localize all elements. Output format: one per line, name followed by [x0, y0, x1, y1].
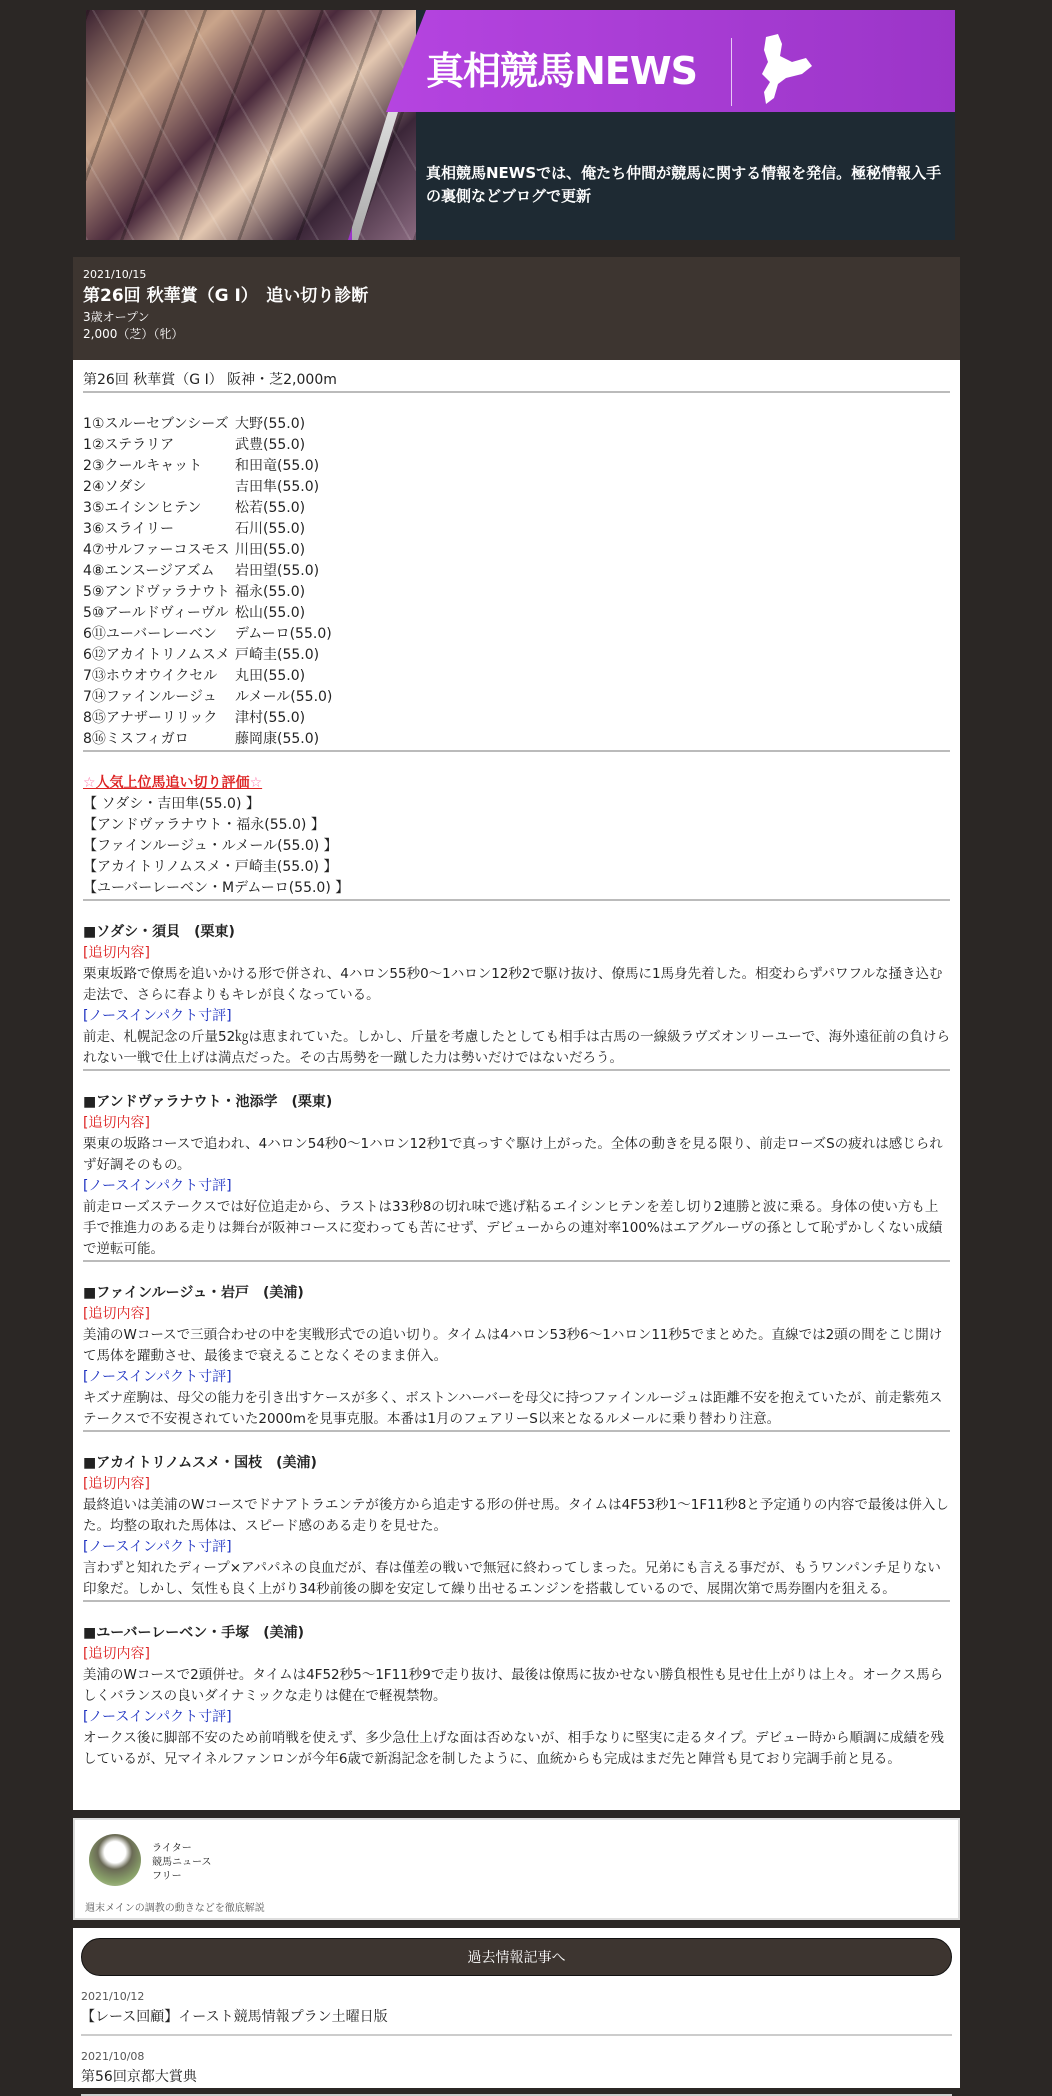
- article-body: [73, 360, 960, 1810]
- author-role: ライター: [152, 1843, 192, 1854]
- horse-name: 1①スルーセブンシーズ: [83, 416, 229, 432]
- entry-row: [83, 729, 950, 750]
- pick-item: 【アンドヴァラナウト・福永(55.0) 】: [83, 817, 325, 833]
- review-label: [ノースインパクト寸評]: [83, 1709, 232, 1725]
- jockey-weight: 吉田隼(55.0): [235, 479, 320, 495]
- horse-name: 5⑨アンドヴァラナウト: [83, 584, 230, 600]
- entry-row: [83, 645, 950, 666]
- horse-name: 8⑮アナザーリリック: [83, 710, 218, 726]
- article-title: 第26回 秋華賞（G I） 追い切り診断: [83, 286, 369, 306]
- entry-row: [83, 519, 950, 540]
- race-class: 3歳オープン: [83, 310, 150, 324]
- entry-row: [83, 561, 950, 582]
- horse-name: 1②ステラリア: [83, 437, 175, 453]
- horse-name: 4⑦サルファーコスモス: [83, 542, 230, 558]
- workout-label: [追切内容]: [83, 1306, 150, 1322]
- review-label: [ノースインパクト寸評]: [83, 1008, 232, 1024]
- site-banner[interactable]: [86, 10, 955, 240]
- horse-analysis: [83, 1071, 950, 1262]
- analysis-sections: [83, 901, 950, 1770]
- jockey-weight: 福永(55.0): [235, 584, 306, 600]
- entry-row: [83, 666, 950, 687]
- jockey-weight: 岩田望(55.0): [235, 563, 320, 579]
- horse-name: 3⑤エイシンヒテン: [83, 500, 202, 516]
- review-label: [ノースインパクト寸評]: [83, 1539, 232, 1555]
- jockey-weight: 大野(55.0): [235, 416, 306, 432]
- jockey-weight: 川田(55.0): [235, 542, 306, 558]
- entry-row: [83, 582, 950, 603]
- workout-text: 栗東の坂路コースで追われ、4ハロン54秒0〜1ハロン12秒1で真っすぐ駆け上がった。全体の動きを見る限り、前走ローズSの疲れは感じられず好調そのもの。: [83, 1136, 943, 1173]
- horse-name: 5⑩アールドヴィーヴル: [83, 605, 229, 621]
- workout-label: [追切内容]: [83, 1646, 150, 1662]
- horse-name: 7⑭ファインルージュ: [83, 689, 217, 705]
- race-title: 第26回 秋華賞（G I） 阪神・芝2,000m: [83, 370, 950, 393]
- author-description: 週末メインの調教の動きなどを徹底解説: [85, 1903, 265, 1914]
- horse-name: 2③クールキャット: [83, 458, 203, 474]
- pick-item: 【アカイトリノムスメ・戸崎圭(55.0) 】: [83, 859, 338, 875]
- horse-analysis: [83, 901, 950, 1071]
- horse-stable: ■ファインルージュ・岩戸 (美浦): [83, 1285, 304, 1301]
- pick-item: 【ユーバーレーベン・Mデムーロ(55.0) 】: [83, 880, 350, 896]
- article-header: [73, 257, 960, 360]
- entry-row: [83, 435, 950, 456]
- horse-name: 7⑬ホウオウイクセル: [83, 668, 218, 684]
- site-logo: 真相競馬NEWS: [426, 49, 698, 93]
- horse-analysis: [83, 1432, 950, 1602]
- site-tagline: 真相競馬NEWSでは、俺たち仲間が競馬に関する情報を発信。極秘情報入手の裏側などブログで更新: [426, 164, 942, 205]
- entry-row: [83, 456, 950, 477]
- horse-name: 3⑥スライリー: [83, 521, 175, 537]
- workout-text: 最終追いは美浦のWコースでドナアトラエンテが後方から追走する形の併せ馬。タイムは4F53秒1〜1F11秒8と予定通りの内容で最後は併入した。均整の取れた馬体は、スピード感のある走りを見せた。: [83, 1497, 949, 1534]
- workout-text: 栗東坂路で僚馬を追いかける形で併され、4ハロン55秒0〜1ハロン12秒2で駆け抜け、僚馬に1馬身先着した。相変わらずパワフルな掻き込む走法で、さらに春よりもキレが良くなっている。: [83, 966, 943, 1003]
- past-article-title[interactable]: 【レース回顧】イースト競馬情報プラン土曜日版: [81, 2009, 388, 2025]
- author-name[interactable]: 競馬ニュース: [152, 1857, 212, 1868]
- past-article-link[interactable]: [81, 2036, 952, 2096]
- jockey-weight: ルメール(55.0): [235, 689, 333, 705]
- author-type: フリー: [152, 1871, 182, 1882]
- review-label: [ノースインパクト寸評]: [83, 1369, 232, 1385]
- workout-text: 美浦のWコースで三頭合わせの中を実戦形式での追い切り。タイムは4ハロン53秒6〜1ハロン11秒5でまとめた。直線では2頭の間をこじ開けて馬体を躍動させ、最後まで衰えることなくそのまま併入。: [83, 1327, 943, 1364]
- workout-label: [追切内容]: [83, 1115, 150, 1131]
- jockey-weight: 和田竜(55.0): [235, 458, 320, 474]
- pick-item: 【ファインルージュ・ルメール(55.0) 】: [83, 838, 338, 854]
- entry-row: [83, 540, 950, 561]
- entry-row: [83, 624, 950, 645]
- horse-stable: ■ソダシ・須貝 (栗東): [83, 924, 235, 940]
- entry-row: [83, 708, 950, 729]
- horse-name: 8⑯ミスフィガロ: [83, 731, 189, 747]
- review-text: オークス後に脚部不安のため前哨戦を使えず、多少急仕上げな面は否めないが、相手なりに堅実に走るタイプ。デビュー時から順調に成績を残しているが、兄マイネルファンロンが今年6歳で新潟記念を制したように、血統からも完成はまだ先と陣営も見ており完調手前と見る。: [83, 1730, 945, 1767]
- review-text: キズナ産駒は、母父の能力を引き出すケースが多く、ボストンハーバーを母父に持つファインルージュは距離不安を抱えていたが、前走紫苑ステークスで不安視されていた2000mを見事克服。本番は1月のフェアリーS以来となるルメールに乗り替わり注意。: [83, 1390, 943, 1427]
- past-article-link[interactable]: [81, 1976, 952, 2036]
- pick-item: 【 ソダシ・吉田隼(55.0) 】: [83, 796, 260, 812]
- horse-name: 6⑫アカイトリノムスメ: [83, 647, 230, 663]
- review-text: 前走、札幌記念の斤量52㎏は恵まれていた。しかし、斤量を考慮したとしても相手は古馬の一線級ラヴズオンリーユーで、海外遠征前の負けられない一戦で仕上げは満点だった。その古馬勢を一蹴した力は勢いだけではないだろう。: [83, 1029, 951, 1066]
- entry-row: [83, 477, 950, 498]
- jockey-weight: 武豊(55.0): [235, 437, 306, 453]
- past-articles: [73, 1928, 960, 2088]
- entry-row: [83, 414, 950, 435]
- horse-name: 4⑧エンスージアズム: [83, 563, 215, 579]
- past-articles-button[interactable]: 過去情報記事へ: [81, 1938, 952, 1976]
- entry-row: [83, 498, 950, 519]
- entry-row: [83, 687, 950, 708]
- workout-label: [追切内容]: [83, 945, 150, 961]
- entry-list: [83, 414, 950, 752]
- author-box: [73, 1818, 960, 1920]
- horse-name: 6⑪ユーバーレーベン: [83, 626, 217, 642]
- horse-analysis: [83, 1262, 950, 1432]
- hokkaido-map-icon: [756, 32, 816, 107]
- past-article-date: 2021/10/08: [81, 2050, 145, 2063]
- picks-list: [83, 794, 950, 901]
- article-date: 2021/10/15: [83, 268, 147, 281]
- workout-text: 美浦のWコースで2頭併せ。タイムは4F52秒5〜1F11秒9で走り抜け、最後は僚馬に抜かせない勝負根性も見せ仕上がりは上々。オークス馬らしくバランスの良いダイナミックな走りは健在で軽視禁物。: [83, 1667, 944, 1704]
- horse-analysis: [83, 1602, 950, 1770]
- jockey-weight: 石川(55.0): [235, 521, 306, 537]
- horse-stable: ■アンドヴァラナウト・池添学 (栗東): [83, 1094, 333, 1110]
- picks-heading: ☆人気上位馬追い切り評価☆: [83, 775, 263, 791]
- horse-stable: ■アカイトリノムスメ・国枝 (美浦): [83, 1455, 317, 1471]
- review-label: [ノースインパクト寸評]: [83, 1178, 232, 1194]
- jockey-weight: デムーロ(55.0): [235, 626, 332, 642]
- past-article-title[interactable]: 第56回京都大賞典: [81, 2069, 197, 2085]
- workout-label: [追切内容]: [83, 1476, 150, 1492]
- jockey-weight: 藤岡康(55.0): [235, 731, 320, 747]
- jockey-weight: 松山(55.0): [235, 605, 306, 621]
- author-avatar[interactable]: [89, 1834, 141, 1886]
- jockey-weight: 松若(55.0): [235, 500, 306, 516]
- review-text: 前走ローズステークスでは好位追走から、ラストは33秒8の切れ味で逃げ粘るエイシンヒテンを差し切り2連勝と波に乗る。身体の使い方も上手で推進力のある走りは舞台が阪神コースに変わっても苦にせず、デビューからの連対率100%はエアグルーヴの孫として恥ずかしくない成績で逆転可能。: [83, 1199, 943, 1257]
- jockey-weight: 丸田(55.0): [235, 668, 306, 684]
- jockey-weight: 戸崎圭(55.0): [235, 647, 320, 663]
- entry-row: [83, 603, 950, 624]
- horse-stable: ■ユーバーレーベン・手塚 (美浦): [83, 1625, 305, 1641]
- jockey-weight: 津村(55.0): [235, 710, 306, 726]
- past-article-date: 2021/10/12: [81, 1990, 145, 2003]
- horse-name: 2④ソダシ: [83, 479, 147, 495]
- review-text: 言わずと知れたディープ×アパパネの良血だが、春は僅差の戦いで無冠に終わってしまった。兄弟にも言える事だが、もうワンパンチ足りない印象だ。しかし、気性も良く上がり34秒前後の脚を安定して繰り出せるエンジンを搭載しているので、展開次第で馬券圏内を狙える。: [83, 1560, 941, 1597]
- race-course: 2,000（芝）（牝）: [83, 327, 184, 341]
